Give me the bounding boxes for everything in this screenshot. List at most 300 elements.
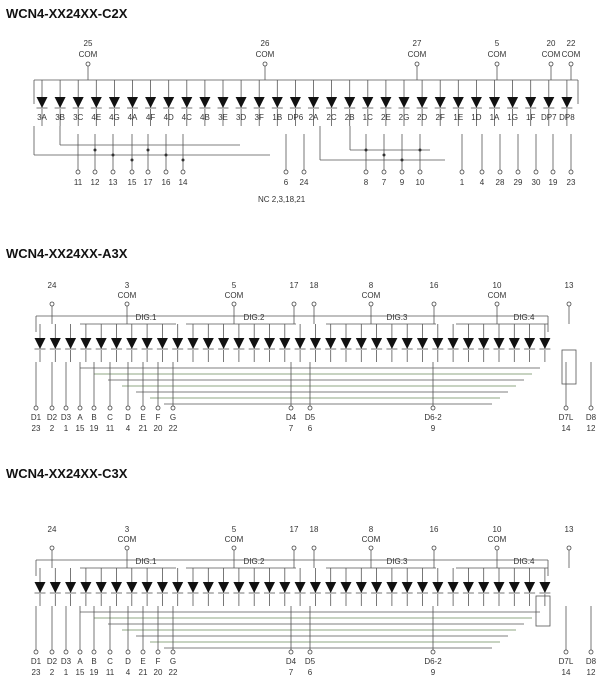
c3x-digit-label-1: DIG.2 — [243, 557, 265, 566]
c2x-top-pin-1 — [263, 62, 267, 66]
c2x-bottom-pin-13 — [460, 170, 464, 174]
a3x-led-0 — [35, 338, 46, 349]
a3x-led-27 — [448, 338, 459, 349]
a3x-bottom-label-2: D3 — [60, 413, 72, 422]
c2x-segment-label-5: 4A — [127, 113, 138, 122]
a3x-top-pin-com-2: COM — [224, 291, 244, 300]
a3x-led-8 — [157, 338, 168, 349]
c2x-segment-label-7: 4D — [163, 113, 174, 122]
c3x-led-13 — [233, 582, 244, 593]
a3x-led-30 — [494, 338, 505, 349]
c2x-bottom-pin-17 — [534, 170, 538, 174]
c3x-bottom-num-11: 6 — [307, 668, 313, 677]
c2x-bottom-pin-18 — [551, 170, 555, 174]
c2x-bottom-pin-19 — [569, 170, 573, 174]
c2x-junction-5 — [182, 159, 185, 162]
a3x-bottom-pin-7 — [141, 406, 145, 410]
c2x-junction-0 — [94, 149, 97, 152]
c2x-top-pin-0 — [86, 62, 90, 66]
c2x-segment-label-25: 1A — [489, 113, 500, 122]
c2x-segment-label-3: 4E — [91, 113, 102, 122]
c2x-top-pin-com-4: COM — [541, 50, 561, 59]
c3x-bottom-label-9: G — [169, 657, 177, 666]
c3x-led-9 — [172, 582, 183, 593]
a3x-bottom-pin-3 — [78, 406, 82, 410]
a3x-led-9 — [172, 338, 183, 349]
a3x-top-pin-com-5: COM — [361, 291, 381, 300]
a3x-led-21 — [356, 338, 367, 349]
c3x-bottom-num-5: 11 — [105, 668, 115, 677]
a3x-bottom-pin-10 — [289, 406, 293, 410]
c2x-segment-label-17: 2B — [344, 113, 355, 122]
a3x-bottom-label-12: D6-2 — [424, 413, 442, 422]
a3x-digit-label-2: DIG.3 — [386, 313, 408, 322]
c2x-bottom-pin-0 — [76, 170, 80, 174]
a3x-bottom-pin-14 — [589, 406, 593, 410]
c2x-led-26 — [507, 97, 518, 108]
c3x-led-7 — [142, 582, 153, 593]
c3x-led-2 — [65, 582, 76, 593]
c2x-bottom-pin-num-1: 12 — [90, 178, 100, 187]
a3x-bottom-label-4: B — [91, 413, 97, 422]
c3x-led-30 — [494, 582, 505, 593]
a3x-led-16 — [279, 338, 290, 349]
c2x-junction-4 — [165, 154, 168, 157]
a3x-bottom-num-0: 23 — [31, 424, 41, 433]
a3x-top-pin-2 — [232, 302, 236, 306]
c3x-bottom-pin-0 — [34, 650, 38, 654]
c3x-led-27 — [448, 582, 459, 593]
c2x-bottom-pin-2 — [111, 170, 115, 174]
c3x-bottom-label-2: D3 — [60, 657, 72, 666]
c2x-led-24 — [471, 97, 482, 108]
c2x-bottom-pin-num-10: 7 — [381, 178, 387, 187]
a3x-bottom-num-5: 11 — [105, 424, 115, 433]
c2x-top-pin-com-1: COM — [255, 50, 275, 59]
c3x-top-pin-num-4: 18 — [309, 525, 319, 534]
a3x-bottom-pin-6 — [126, 406, 130, 410]
c2x-top-pin-com-2: COM — [407, 50, 427, 59]
a3x-led-32 — [524, 338, 535, 349]
c2x-bottom-pin-9 — [364, 170, 368, 174]
a3x-top-pin-num-6: 16 — [429, 281, 439, 290]
c2x-bottom-pin-num-0: 11 — [73, 178, 83, 187]
c2x-segment-label-6: 4F — [145, 113, 156, 122]
a3x-bottom-label-7: E — [140, 413, 146, 422]
c2x-led-25 — [489, 97, 500, 108]
a3x-top-pin-num-7: 10 — [492, 281, 502, 290]
a3x-top-pin-num-5: 8 — [368, 281, 374, 290]
a3x-bottom-num-11: 6 — [307, 424, 313, 433]
c3x-bottom-num-7: 21 — [138, 668, 148, 677]
c2x-bottom-pin-6 — [181, 170, 185, 174]
c2x-segment-label-24: 1D — [471, 113, 482, 122]
c2x-led-2 — [73, 97, 84, 108]
a3x-top-pin-num-3: 17 — [289, 281, 299, 290]
c3x-bottom-num-0: 23 — [31, 668, 41, 677]
c3x-bottom-pin-12 — [431, 650, 435, 654]
c3x-led-21 — [356, 582, 367, 593]
c2x-bottom-pin-num-4: 17 — [143, 178, 153, 187]
c2x-bottom-pin-3 — [130, 170, 134, 174]
a3x-top-pin-5 — [369, 302, 373, 306]
a3x-bottom-pin-13 — [564, 406, 568, 410]
a3x-led-23 — [386, 338, 397, 349]
c3x-bottom-num-13: 14 — [561, 668, 571, 677]
a3x-top-pin-com-1: COM — [117, 291, 137, 300]
c3x-bottom-label-5: C — [107, 657, 113, 666]
c2x-bottom-pin-14 — [480, 170, 484, 174]
c2x-segment-label-16: 2C — [326, 113, 337, 122]
c3x-digit-label-2: DIG.3 — [386, 557, 408, 566]
c2x-junction-9 — [419, 149, 422, 152]
c3x-led-17 — [295, 582, 306, 593]
a3x-bottom-label-3: A — [77, 413, 83, 422]
c3x-led-25 — [417, 582, 428, 593]
c2x-segment-label-23: 1E — [453, 113, 464, 122]
c2x-bottom-pin-11 — [400, 170, 404, 174]
c3x-bottom-num-8: 20 — [153, 668, 163, 677]
c3x-top-pin-1 — [125, 546, 129, 550]
c3x-led-28 — [463, 582, 474, 593]
a3x-digit-label-3: DIG.4 — [513, 313, 535, 322]
c2x-junction-1 — [112, 154, 115, 157]
a3x-bottom-pin-0 — [34, 406, 38, 410]
c2x-top-pin-2 — [415, 62, 419, 66]
a3x-bottom-label-0: D1 — [30, 413, 42, 422]
c3x-led-11 — [203, 582, 214, 593]
c2x-top-pin-com-3: COM — [487, 50, 507, 59]
a3x-led-11 — [203, 338, 214, 349]
c3x-bottom-label-13: D7L — [558, 657, 574, 666]
a3x-bottom-num-1: 2 — [49, 424, 55, 433]
c2x-bottom-pin-8 — [302, 170, 306, 174]
a3x-led-33 — [539, 338, 550, 349]
c2x-led-7 — [163, 97, 174, 108]
c3x-top-pin-7 — [495, 546, 499, 550]
c2x-segment-label-20: 2G — [398, 113, 410, 122]
c2x-top-pin-num-5: 22 — [566, 39, 576, 48]
c2x-bottom-pin-num-12: 10 — [415, 178, 425, 187]
c2x-led-27 — [525, 97, 536, 108]
c2x-bottom-pin-num-14: 4 — [479, 178, 485, 187]
c2x-led-17 — [344, 97, 355, 108]
c2x-top-pin-4 — [549, 62, 553, 66]
a3x-top-pin-num-8: 13 — [564, 281, 574, 290]
c2x-top-pin-3 — [495, 62, 499, 66]
c2x-led-15 — [308, 97, 319, 108]
a3x-bottom-num-10: 7 — [288, 424, 294, 433]
a3x-bottom-label-1: D2 — [46, 413, 58, 422]
c2x-bottom-pin-num-3: 15 — [127, 178, 137, 187]
c3x-top-pin-3 — [292, 546, 296, 550]
c3x-bottom-label-8: F — [155, 657, 161, 666]
a3x-led-3 — [80, 338, 91, 349]
c2x-bottom-pin-num-9: 8 — [363, 178, 369, 187]
c3x-bottom-pin-11 — [308, 650, 312, 654]
c2x-bottom-pin-12 — [418, 170, 422, 174]
c2x-segment-label-4: 4G — [109, 113, 120, 122]
c3x-led-10 — [188, 582, 199, 593]
c3x-bottom-label-3: A — [77, 657, 83, 666]
c3x-bottom-pin-14 — [589, 650, 593, 654]
c2x-top-pin-num-1: 26 — [260, 39, 270, 48]
c3x-bottom-num-9: 22 — [168, 668, 178, 677]
c2x-segment-label-22: 2F — [435, 113, 445, 122]
a3x-bottom-num-7: 21 — [138, 424, 148, 433]
c2x-junction-6 — [365, 149, 368, 152]
a3x-diagram — [31, 281, 597, 433]
c2x-led-20 — [399, 97, 410, 108]
a3x-bottom-pin-9 — [171, 406, 175, 410]
c3x-top-pin-com-1: COM — [117, 535, 137, 544]
c3x-top-pin-5 — [369, 546, 373, 550]
c3x-bottom-pin-7 — [141, 650, 145, 654]
c2x-led-18 — [362, 97, 373, 108]
a3x-bottom-num-6: 4 — [125, 424, 131, 433]
c2x-segment-label-15: 2A — [308, 113, 319, 122]
c2x-segment-label-29: DP8 — [559, 113, 575, 122]
nc-note: NC 2,3,18,21 — [258, 195, 306, 204]
a3x-led-29 — [478, 338, 489, 349]
a3x-top-pin-1 — [125, 302, 129, 306]
c3x-led-22 — [371, 582, 382, 593]
c3x-diagram — [31, 525, 597, 677]
c2x-bottom-pin-num-2: 13 — [108, 178, 118, 187]
c3x-bottom-pin-9 — [171, 650, 175, 654]
c3x-led-6 — [126, 582, 137, 593]
diagram-title-c2x: WCN4-XX24XX-C2X — [6, 6, 128, 21]
c3x-bottom-num-14: 12 — [586, 668, 596, 677]
c2x-segment-label-13: 1B — [272, 113, 283, 122]
c3x-led-20 — [341, 582, 352, 593]
a3x-led-24 — [402, 338, 413, 349]
c3x-bottom-pin-1 — [50, 650, 54, 654]
c2x-bottom-pin-10 — [382, 170, 386, 174]
a3x-bottom-pin-1 — [50, 406, 54, 410]
a3x-bottom-label-8: F — [155, 413, 161, 422]
a3x-top-pin-7 — [495, 302, 499, 306]
a3x-digit-label-1: DIG.2 — [243, 313, 265, 322]
c3x-led-18 — [310, 582, 321, 593]
c3x-led-0 — [35, 582, 46, 593]
c2x-led-28 — [543, 97, 554, 108]
c3x-top-pin-4 — [312, 546, 316, 550]
c3x-bottom-label-4: B — [91, 657, 97, 666]
c2x-segment-label-2: 3C — [73, 113, 84, 122]
c3x-bottom-label-11: D5 — [304, 657, 316, 666]
c3x-bottom-num-4: 19 — [89, 668, 99, 677]
a3x-led-6 — [126, 338, 137, 349]
c2x-segment-label-18: 1C — [362, 113, 373, 122]
diagram-title-c3x: WCN4-XX24XX-C3X — [6, 466, 128, 481]
a3x-bottom-num-14: 12 — [586, 424, 596, 433]
c2x-led-14 — [290, 97, 301, 108]
a3x-led-12 — [218, 338, 229, 349]
c2x-led-19 — [380, 97, 391, 108]
c2x-led-12 — [254, 97, 265, 108]
a3x-bottom-label-11: D5 — [304, 413, 316, 422]
c2x-bottom-pin-num-5: 16 — [161, 178, 171, 187]
c2x-led-23 — [453, 97, 464, 108]
a3x-led-26 — [432, 338, 443, 349]
a3x-bottom-label-6: D — [125, 413, 131, 422]
a3x-bottom-num-4: 19 — [89, 424, 99, 433]
c3x-bottom-pin-6 — [126, 650, 130, 654]
c2x-top-pin-num-2: 27 — [412, 39, 422, 48]
a3x-bottom-num-13: 14 — [561, 424, 571, 433]
c2x-led-29 — [561, 97, 572, 108]
c3x-led-12 — [218, 582, 229, 593]
c3x-bottom-pin-8 — [156, 650, 160, 654]
c2x-led-21 — [417, 97, 428, 108]
c2x-segment-label-26: 1G — [507, 113, 518, 122]
c3x-digit-label-0: DIG.1 — [135, 557, 157, 566]
a3x-bottom-num-8: 20 — [153, 424, 163, 433]
c3x-bottom-pin-5 — [108, 650, 112, 654]
c2x-top-pin-com-5: COM — [561, 50, 581, 59]
a3x-top-pin-num-0: 24 — [47, 281, 57, 290]
c3x-bottom-num-2: 1 — [63, 668, 69, 677]
c3x-top-pin-8 — [567, 546, 571, 550]
c3x-led-16 — [279, 582, 290, 593]
c3x-bottom-label-14: D8 — [585, 657, 597, 666]
a3x-top-pin-com-7: COM — [487, 291, 507, 300]
c3x-bottom-num-10: 7 — [288, 668, 294, 677]
a3x-led-19 — [325, 338, 336, 349]
a3x-led-22 — [371, 338, 382, 349]
c2x-bottom-pin-num-13: 1 — [459, 178, 465, 187]
c3x-top-pin-6 — [432, 546, 436, 550]
c2x-bottom-pin-15 — [498, 170, 502, 174]
c3x-led-1 — [50, 582, 61, 593]
a3x-led-18 — [310, 338, 321, 349]
c2x-junction-2 — [131, 159, 134, 162]
a3x-bottom-label-9: G — [169, 413, 177, 422]
c3x-top-pin-num-0: 24 — [47, 525, 57, 534]
c3x-top-pin-num-3: 17 — [289, 525, 299, 534]
c3x-led-31 — [509, 582, 520, 593]
a3x-bottom-num-3: 15 — [75, 424, 85, 433]
a3x-bottom-pin-12 — [431, 406, 435, 410]
a3x-led-17 — [295, 338, 306, 349]
c2x-bottom-pin-num-6: 14 — [178, 178, 188, 187]
c2x-led-16 — [326, 97, 337, 108]
c3x-bottom-num-12: 9 — [430, 668, 436, 677]
c2x-led-4 — [109, 97, 120, 108]
c2x-segment-label-8: 4C — [181, 113, 192, 122]
c3x-bottom-label-1: D2 — [46, 657, 58, 666]
c2x-diagram — [37, 39, 581, 187]
c2x-bottom-pin-4 — [146, 170, 150, 174]
a3x-top-pin-4 — [312, 302, 316, 306]
c2x-led-11 — [236, 97, 247, 108]
c3x-led-23 — [386, 582, 397, 593]
c3x-bottom-num-1: 2 — [49, 668, 55, 677]
c2x-bottom-pin-16 — [516, 170, 520, 174]
c3x-bottom-label-10: D4 — [285, 657, 297, 666]
a3x-led-31 — [509, 338, 520, 349]
c3x-led-15 — [264, 582, 275, 593]
c2x-bottom-pin-num-15: 28 — [495, 178, 505, 187]
a3x-led-25 — [417, 338, 428, 349]
a3x-top-pin-0 — [50, 302, 54, 306]
c3x-bottom-pin-10 — [289, 650, 293, 654]
c3x-top-pin-num-6: 16 — [429, 525, 439, 534]
c2x-segment-label-21: 2D — [416, 113, 428, 122]
c3x-top-pin-0 — [50, 546, 54, 550]
c2x-segment-label-11: 3D — [235, 113, 247, 122]
c2x-led-3 — [91, 97, 102, 108]
c2x-led-6 — [145, 97, 156, 108]
a3x-bottom-label-5: C — [107, 413, 113, 422]
c2x-bottom-pin-5 — [164, 170, 168, 174]
c2x-segment-label-0: 3A — [37, 113, 47, 122]
c3x-led-4 — [96, 582, 107, 593]
a3x-top-pin-num-1: 3 — [124, 281, 130, 290]
c2x-led-0 — [37, 97, 48, 108]
a3x-led-7 — [142, 338, 153, 349]
c2x-bottom-pin-num-11: 9 — [399, 178, 405, 187]
a3x-led-13 — [233, 338, 244, 349]
c3x-led-24 — [402, 582, 413, 593]
a3x-top-pin-num-2: 5 — [231, 281, 237, 290]
c2x-top-pin-5 — [569, 62, 573, 66]
c3x-digit-label-3: DIG.4 — [513, 557, 535, 566]
c2x-led-22 — [435, 97, 446, 108]
c2x-junction-8 — [401, 159, 404, 162]
c3x-top-pin-num-1: 3 — [124, 525, 130, 534]
c2x-junction-7 — [383, 154, 386, 157]
c2x-segment-label-14: DP6 — [287, 113, 304, 122]
a3x-led-28 — [463, 338, 474, 349]
c3x-led-8 — [157, 582, 168, 593]
c3x-bottom-num-6: 4 — [125, 668, 131, 677]
c2x-segment-label-9: 4B — [200, 113, 210, 122]
c3x-top-pin-com-5: COM — [361, 535, 381, 544]
c3x-top-pin-2 — [232, 546, 236, 550]
a3x-bottom-num-2: 1 — [63, 424, 69, 433]
c2x-led-13 — [272, 97, 283, 108]
c2x-junction-3 — [147, 149, 150, 152]
c3x-led-26 — [432, 582, 443, 593]
a3x-top-pin-3 — [292, 302, 296, 306]
a3x-digit-label-0: DIG.1 — [135, 313, 157, 322]
c2x-led-8 — [181, 97, 192, 108]
a3x-bottom-num-12: 9 — [430, 424, 436, 433]
c2x-bottom-pin-num-19: 23 — [566, 178, 576, 187]
c3x-bottom-label-12: D6-2 — [424, 657, 442, 666]
c3x-top-pin-com-2: COM — [224, 535, 244, 544]
c2x-segment-label-28: DP7 — [541, 113, 557, 122]
c2x-segment-label-27: 1F — [526, 113, 536, 122]
diagram-title-a3x: WCN4-XX24XX-A3X — [6, 246, 128, 261]
c3x-bottom-label-0: D1 — [30, 657, 42, 666]
c3x-led-3 — [80, 582, 91, 593]
a3x-bottom-pin-4 — [92, 406, 96, 410]
a3x-led-2 — [65, 338, 76, 349]
a3x-bottom-num-9: 22 — [168, 424, 178, 433]
c2x-segment-label-10: 3E — [218, 113, 228, 122]
c2x-bottom-pin-num-16: 29 — [513, 178, 523, 187]
c3x-top-pin-com-7: COM — [487, 535, 507, 544]
a3x-led-14 — [249, 338, 260, 349]
c3x-top-pin-num-5: 8 — [368, 525, 374, 534]
c3x-led-19 — [325, 582, 336, 593]
c3x-led-33 — [539, 582, 550, 593]
c3x-top-pin-num-2: 5 — [231, 525, 237, 534]
c3x-bottom-num-3: 15 — [75, 668, 85, 677]
